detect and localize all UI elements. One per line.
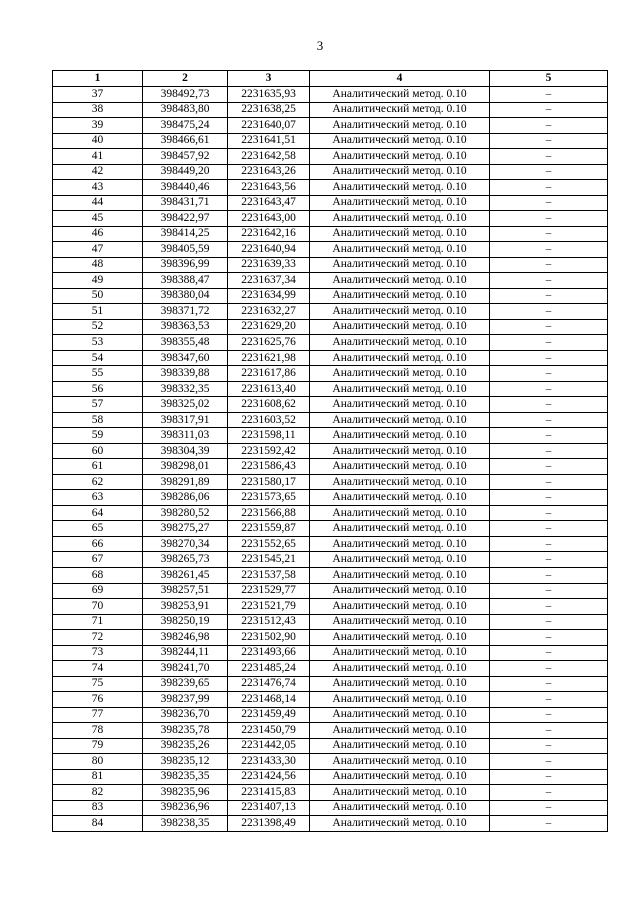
x-coordinate-cell: 398440,46 — [143, 180, 228, 196]
note-cell: – — [490, 381, 608, 397]
x-coordinate-cell: 398483,80 — [143, 102, 228, 118]
point-number-cell: 67 — [53, 552, 143, 568]
note-cell: – — [490, 180, 608, 196]
table-row — [53, 738, 608, 754]
y-coordinate-cell: 2231592,42 — [228, 443, 310, 459]
x-coordinate-cell: 398332,35 — [143, 381, 228, 397]
point-number-cell: 84 — [53, 816, 143, 832]
note-cell: – — [490, 599, 608, 615]
y-coordinate-cell: 2231559,87 — [228, 521, 310, 537]
method-cell: Аналитический метод. 0.10 — [310, 319, 490, 335]
header-col-4: 4 — [310, 71, 490, 87]
table-row — [53, 459, 608, 475]
note-cell: – — [490, 242, 608, 258]
x-coordinate-cell: 398449,20 — [143, 164, 228, 180]
note-cell: – — [490, 397, 608, 413]
note-cell: – — [490, 723, 608, 739]
point-number-cell: 70 — [53, 599, 143, 615]
y-coordinate-cell: 2231476,74 — [228, 676, 310, 692]
point-number-cell: 52 — [53, 319, 143, 335]
table-row — [53, 536, 608, 552]
y-coordinate-cell: 2231642,16 — [228, 226, 310, 242]
note-cell: – — [490, 459, 608, 475]
y-coordinate-cell: 2231537,58 — [228, 567, 310, 583]
y-coordinate-cell: 2231621,98 — [228, 350, 310, 366]
table-row — [53, 397, 608, 413]
y-coordinate-cell: 2231598,11 — [228, 428, 310, 444]
note-cell: – — [490, 257, 608, 273]
table-row — [53, 816, 608, 832]
x-coordinate-cell: 398235,12 — [143, 754, 228, 770]
point-number-cell: 45 — [53, 211, 143, 227]
x-coordinate-cell: 398317,91 — [143, 412, 228, 428]
x-coordinate-cell: 398250,19 — [143, 614, 228, 630]
method-cell: Аналитический метод. 0.10 — [310, 738, 490, 754]
table-row — [53, 288, 608, 304]
table-row — [53, 630, 608, 646]
method-cell: Аналитический метод. 0.10 — [310, 397, 490, 413]
point-number-cell: 39 — [53, 118, 143, 134]
y-coordinate-cell: 2231586,43 — [228, 459, 310, 475]
method-cell: Аналитический метод. 0.10 — [310, 474, 490, 490]
note-cell: – — [490, 335, 608, 351]
table-row — [53, 785, 608, 801]
header-col-2: 2 — [143, 71, 228, 87]
method-cell: Аналитический метод. 0.10 — [310, 102, 490, 118]
method-cell: Аналитический метод. 0.10 — [310, 304, 490, 320]
point-number-cell: 38 — [53, 102, 143, 118]
point-number-cell: 74 — [53, 661, 143, 677]
table-row — [53, 242, 608, 258]
x-coordinate-cell: 398253,91 — [143, 599, 228, 615]
y-coordinate-cell: 2231485,24 — [228, 661, 310, 677]
note-cell: – — [490, 118, 608, 134]
method-cell: Аналитический метод. 0.10 — [310, 195, 490, 211]
point-number-cell: 60 — [53, 443, 143, 459]
method-cell: Аналитический метод. 0.10 — [310, 785, 490, 801]
y-coordinate-cell: 2231415,83 — [228, 785, 310, 801]
point-number-cell: 49 — [53, 273, 143, 289]
point-number-cell: 43 — [53, 180, 143, 196]
header-col-3: 3 — [228, 71, 310, 87]
method-cell: Аналитический метод. 0.10 — [310, 707, 490, 723]
x-coordinate-cell: 398457,92 — [143, 149, 228, 165]
point-number-cell: 51 — [53, 304, 143, 320]
page-number: 3 — [316, 38, 324, 53]
method-cell: Аналитический метод. 0.10 — [310, 428, 490, 444]
method-cell: Аналитический метод. 0.10 — [310, 599, 490, 615]
point-number-cell: 62 — [53, 474, 143, 490]
method-cell: Аналитический метод. 0.10 — [310, 288, 490, 304]
point-number-cell: 58 — [53, 412, 143, 428]
method-cell: Аналитический метод. 0.10 — [310, 769, 490, 785]
point-number-cell: 64 — [53, 505, 143, 521]
method-cell: Аналитический метод. 0.10 — [310, 505, 490, 521]
y-coordinate-cell: 2231643,00 — [228, 211, 310, 227]
method-cell: Аналитический метод. 0.10 — [310, 645, 490, 661]
y-coordinate-cell: 2231398,49 — [228, 816, 310, 832]
point-number-cell: 54 — [53, 350, 143, 366]
method-cell: Аналитический метод. 0.10 — [310, 149, 490, 165]
y-coordinate-cell: 2231442,05 — [228, 738, 310, 754]
method-cell: Аналитический метод. 0.10 — [310, 490, 490, 506]
point-number-cell: 71 — [53, 614, 143, 630]
x-coordinate-cell: 398239,65 — [143, 676, 228, 692]
note-cell: – — [490, 661, 608, 677]
table-row — [53, 490, 608, 506]
x-coordinate-cell: 398275,27 — [143, 521, 228, 537]
note-cell: – — [490, 87, 608, 103]
y-coordinate-cell: 2231468,14 — [228, 692, 310, 708]
method-cell: Аналитический метод. 0.10 — [310, 87, 490, 103]
y-coordinate-cell: 2231637,34 — [228, 273, 310, 289]
table-row — [53, 769, 608, 785]
x-coordinate-cell: 398246,98 — [143, 630, 228, 646]
point-number-cell: 37 — [53, 87, 143, 103]
table-row — [53, 800, 608, 816]
point-number-cell: 63 — [53, 490, 143, 506]
y-coordinate-cell: 2231613,40 — [228, 381, 310, 397]
note-cell: – — [490, 552, 608, 568]
y-coordinate-cell: 2231643,26 — [228, 164, 310, 180]
point-number-cell: 68 — [53, 567, 143, 583]
table-row — [53, 211, 608, 227]
method-cell: Аналитический метод. 0.10 — [310, 412, 490, 428]
y-coordinate-cell: 2231629,20 — [228, 319, 310, 335]
method-cell: Аналитический метод. 0.10 — [310, 242, 490, 258]
point-number-cell: 47 — [53, 242, 143, 258]
method-cell: Аналитический метод. 0.10 — [310, 257, 490, 273]
point-number-cell: 80 — [53, 754, 143, 770]
point-number-cell: 46 — [53, 226, 143, 242]
y-coordinate-cell: 2231608,62 — [228, 397, 310, 413]
point-number-cell: 56 — [53, 381, 143, 397]
note-cell: – — [490, 443, 608, 459]
x-coordinate-cell: 398241,70 — [143, 661, 228, 677]
table-row — [53, 366, 608, 382]
point-number-cell: 41 — [53, 149, 143, 165]
table-row — [53, 319, 608, 335]
table-header-row — [53, 71, 608, 87]
x-coordinate-cell: 398347,60 — [143, 350, 228, 366]
table-row — [53, 443, 608, 459]
x-coordinate-cell: 398257,51 — [143, 583, 228, 599]
method-cell: Аналитический метод. 0.10 — [310, 164, 490, 180]
table-row — [53, 692, 608, 708]
point-number-cell: 78 — [53, 723, 143, 739]
method-cell: Аналитический метод. 0.10 — [310, 816, 490, 832]
table-row — [53, 118, 608, 134]
note-cell: – — [490, 164, 608, 180]
table-row — [53, 723, 608, 739]
x-coordinate-cell: 398355,48 — [143, 335, 228, 351]
point-number-cell: 66 — [53, 536, 143, 552]
point-number-cell: 42 — [53, 164, 143, 180]
method-cell: Аналитический метод. 0.10 — [310, 273, 490, 289]
method-cell: Аналитический метод. 0.10 — [310, 583, 490, 599]
note-cell: – — [490, 521, 608, 537]
table-row — [53, 226, 608, 242]
table-body — [53, 87, 608, 832]
method-cell: Аналитический метод. 0.10 — [310, 350, 490, 366]
header-col-5: 5 — [490, 71, 608, 87]
table-row — [53, 614, 608, 630]
method-cell: Аналитический метод. 0.10 — [310, 226, 490, 242]
x-coordinate-cell: 398291,89 — [143, 474, 228, 490]
table-row — [53, 754, 608, 770]
note-cell: – — [490, 149, 608, 165]
point-number-cell: 40 — [53, 133, 143, 149]
note-cell: – — [490, 614, 608, 630]
note-cell: – — [490, 816, 608, 832]
y-coordinate-cell: 2231617,86 — [228, 366, 310, 382]
table-row — [53, 505, 608, 521]
note-cell: – — [490, 273, 608, 289]
note-cell: – — [490, 536, 608, 552]
table-row — [53, 599, 608, 615]
note-cell: – — [490, 412, 608, 428]
note-cell: – — [490, 754, 608, 770]
method-cell: Аналитический метод. 0.10 — [310, 118, 490, 134]
y-coordinate-cell: 2231603,52 — [228, 412, 310, 428]
method-cell: Аналитический метод. 0.10 — [310, 133, 490, 149]
x-coordinate-cell: 398422,97 — [143, 211, 228, 227]
y-coordinate-cell: 2231450,79 — [228, 723, 310, 739]
point-number-cell: 65 — [53, 521, 143, 537]
note-cell: – — [490, 490, 608, 506]
table-row — [53, 350, 608, 366]
y-coordinate-cell: 2231635,93 — [228, 87, 310, 103]
x-coordinate-cell: 398265,73 — [143, 552, 228, 568]
x-coordinate-cell: 398431,71 — [143, 195, 228, 211]
x-coordinate-cell: 398270,34 — [143, 536, 228, 552]
x-coordinate-cell: 398235,26 — [143, 738, 228, 754]
method-cell: Аналитический метод. 0.10 — [310, 676, 490, 692]
note-cell: – — [490, 102, 608, 118]
point-number-cell: 55 — [53, 366, 143, 382]
x-coordinate-cell: 398311,03 — [143, 428, 228, 444]
method-cell: Аналитический метод. 0.10 — [310, 754, 490, 770]
table-row — [53, 195, 608, 211]
note-cell: – — [490, 583, 608, 599]
point-number-cell: 76 — [53, 692, 143, 708]
note-cell: – — [490, 630, 608, 646]
y-coordinate-cell: 2231639,33 — [228, 257, 310, 273]
table-row — [53, 676, 608, 692]
note-cell: – — [490, 226, 608, 242]
x-coordinate-cell: 398236,70 — [143, 707, 228, 723]
x-coordinate-cell: 398371,72 — [143, 304, 228, 320]
note-cell: – — [490, 366, 608, 382]
table-row — [53, 707, 608, 723]
point-number-cell: 69 — [53, 583, 143, 599]
y-coordinate-cell: 2231529,77 — [228, 583, 310, 599]
y-coordinate-cell: 2231459,49 — [228, 707, 310, 723]
point-number-cell: 82 — [53, 785, 143, 801]
note-cell: – — [490, 319, 608, 335]
note-cell: – — [490, 645, 608, 661]
x-coordinate-cell: 398388,47 — [143, 273, 228, 289]
point-number-cell: 57 — [53, 397, 143, 413]
table-row — [53, 304, 608, 320]
note-cell: – — [490, 195, 608, 211]
x-coordinate-cell: 398466,61 — [143, 133, 228, 149]
x-coordinate-cell: 398380,04 — [143, 288, 228, 304]
point-number-cell: 48 — [53, 257, 143, 273]
table-row — [53, 133, 608, 149]
x-coordinate-cell: 398475,24 — [143, 118, 228, 134]
x-coordinate-cell: 398280,52 — [143, 505, 228, 521]
method-cell: Аналитический метод. 0.10 — [310, 211, 490, 227]
y-coordinate-cell: 2231407,13 — [228, 800, 310, 816]
x-coordinate-cell: 398363,53 — [143, 319, 228, 335]
x-coordinate-cell: 398235,78 — [143, 723, 228, 739]
x-coordinate-cell: 398405,59 — [143, 242, 228, 258]
x-coordinate-cell: 398492,73 — [143, 87, 228, 103]
point-number-cell: 75 — [53, 676, 143, 692]
table-row — [53, 273, 608, 289]
y-coordinate-cell: 2231643,47 — [228, 195, 310, 211]
point-number-cell: 50 — [53, 288, 143, 304]
method-cell: Аналитический метод. 0.10 — [310, 443, 490, 459]
method-cell: Аналитический метод. 0.10 — [310, 459, 490, 475]
header-col-1: 1 — [53, 71, 143, 87]
point-number-cell: 79 — [53, 738, 143, 754]
method-cell: Аналитический метод. 0.10 — [310, 536, 490, 552]
y-coordinate-cell: 2231642,58 — [228, 149, 310, 165]
coordinates-table — [52, 70, 608, 832]
table-row — [53, 583, 608, 599]
method-cell: Аналитический метод. 0.10 — [310, 366, 490, 382]
point-number-cell: 61 — [53, 459, 143, 475]
table-row — [53, 521, 608, 537]
method-cell: Аналитический метод. 0.10 — [310, 567, 490, 583]
note-cell: – — [490, 211, 608, 227]
y-coordinate-cell: 2231640,07 — [228, 118, 310, 134]
x-coordinate-cell: 398237,99 — [143, 692, 228, 708]
point-number-cell: 44 — [53, 195, 143, 211]
x-coordinate-cell: 398325,02 — [143, 397, 228, 413]
note-cell: – — [490, 769, 608, 785]
y-coordinate-cell: 2231433,30 — [228, 754, 310, 770]
y-coordinate-cell: 2231552,65 — [228, 536, 310, 552]
x-coordinate-cell: 398304,39 — [143, 443, 228, 459]
point-number-cell: 83 — [53, 800, 143, 816]
y-coordinate-cell: 2231573,65 — [228, 490, 310, 506]
table-row — [53, 381, 608, 397]
table-row — [53, 645, 608, 661]
method-cell: Аналитический метод. 0.10 — [310, 335, 490, 351]
point-number-cell: 59 — [53, 428, 143, 444]
table-row — [53, 180, 608, 196]
y-coordinate-cell: 2231502,90 — [228, 630, 310, 646]
y-coordinate-cell: 2231580,17 — [228, 474, 310, 490]
y-coordinate-cell: 2231641,51 — [228, 133, 310, 149]
x-coordinate-cell: 398235,96 — [143, 785, 228, 801]
note-cell: – — [490, 474, 608, 490]
note-cell: – — [490, 567, 608, 583]
method-cell: Аналитический метод. 0.10 — [310, 800, 490, 816]
method-cell: Аналитический метод. 0.10 — [310, 180, 490, 196]
table-row — [53, 102, 608, 118]
table-row — [53, 661, 608, 677]
note-cell: – — [490, 505, 608, 521]
method-cell: Аналитический метод. 0.10 — [310, 692, 490, 708]
note-cell: – — [490, 676, 608, 692]
table-row — [53, 474, 608, 490]
y-coordinate-cell: 2231424,56 — [228, 769, 310, 785]
x-coordinate-cell: 398396,99 — [143, 257, 228, 273]
table-row — [53, 567, 608, 583]
note-cell: – — [490, 707, 608, 723]
x-coordinate-cell: 398236,96 — [143, 800, 228, 816]
y-coordinate-cell: 2231521,79 — [228, 599, 310, 615]
method-cell: Аналитический метод. 0.10 — [310, 723, 490, 739]
table-row — [53, 149, 608, 165]
point-number-cell: 53 — [53, 335, 143, 351]
note-cell: – — [490, 785, 608, 801]
note-cell: – — [490, 800, 608, 816]
x-coordinate-cell: 398414,25 — [143, 226, 228, 242]
y-coordinate-cell: 2231632,27 — [228, 304, 310, 320]
y-coordinate-cell: 2231545,21 — [228, 552, 310, 568]
y-coordinate-cell: 2231638,25 — [228, 102, 310, 118]
table-row — [53, 428, 608, 444]
method-cell: Аналитический метод. 0.10 — [310, 614, 490, 630]
table-row — [53, 412, 608, 428]
point-number-cell: 73 — [53, 645, 143, 661]
note-cell: – — [490, 304, 608, 320]
x-coordinate-cell: 398238,35 — [143, 816, 228, 832]
y-coordinate-cell: 2231643,56 — [228, 180, 310, 196]
table-row — [53, 257, 608, 273]
y-coordinate-cell: 2231625,76 — [228, 335, 310, 351]
method-cell: Аналитический метод. 0.10 — [310, 552, 490, 568]
table-row — [53, 87, 608, 103]
table-row — [53, 552, 608, 568]
x-coordinate-cell: 398235,35 — [143, 769, 228, 785]
note-cell: – — [490, 738, 608, 754]
y-coordinate-cell: 2231512,43 — [228, 614, 310, 630]
method-cell: Аналитический метод. 0.10 — [310, 661, 490, 677]
method-cell: Аналитический метод. 0.10 — [310, 381, 490, 397]
point-number-cell: 81 — [53, 769, 143, 785]
table-row — [53, 335, 608, 351]
point-number-cell: 77 — [53, 707, 143, 723]
point-number-cell: 72 — [53, 630, 143, 646]
y-coordinate-cell: 2231566,88 — [228, 505, 310, 521]
y-coordinate-cell: 2231640,94 — [228, 242, 310, 258]
x-coordinate-cell: 398244,11 — [143, 645, 228, 661]
note-cell: – — [490, 133, 608, 149]
method-cell: Аналитический метод. 0.10 — [310, 630, 490, 646]
x-coordinate-cell: 398261,45 — [143, 567, 228, 583]
x-coordinate-cell: 398298,01 — [143, 459, 228, 475]
note-cell: – — [490, 692, 608, 708]
table-row — [53, 164, 608, 180]
x-coordinate-cell: 398339,88 — [143, 366, 228, 382]
note-cell: – — [490, 288, 608, 304]
x-coordinate-cell: 398286,06 — [143, 490, 228, 506]
note-cell: – — [490, 350, 608, 366]
y-coordinate-cell: 2231493,66 — [228, 645, 310, 661]
note-cell: – — [490, 428, 608, 444]
method-cell: Аналитический метод. 0.10 — [310, 521, 490, 537]
y-coordinate-cell: 2231634,99 — [228, 288, 310, 304]
